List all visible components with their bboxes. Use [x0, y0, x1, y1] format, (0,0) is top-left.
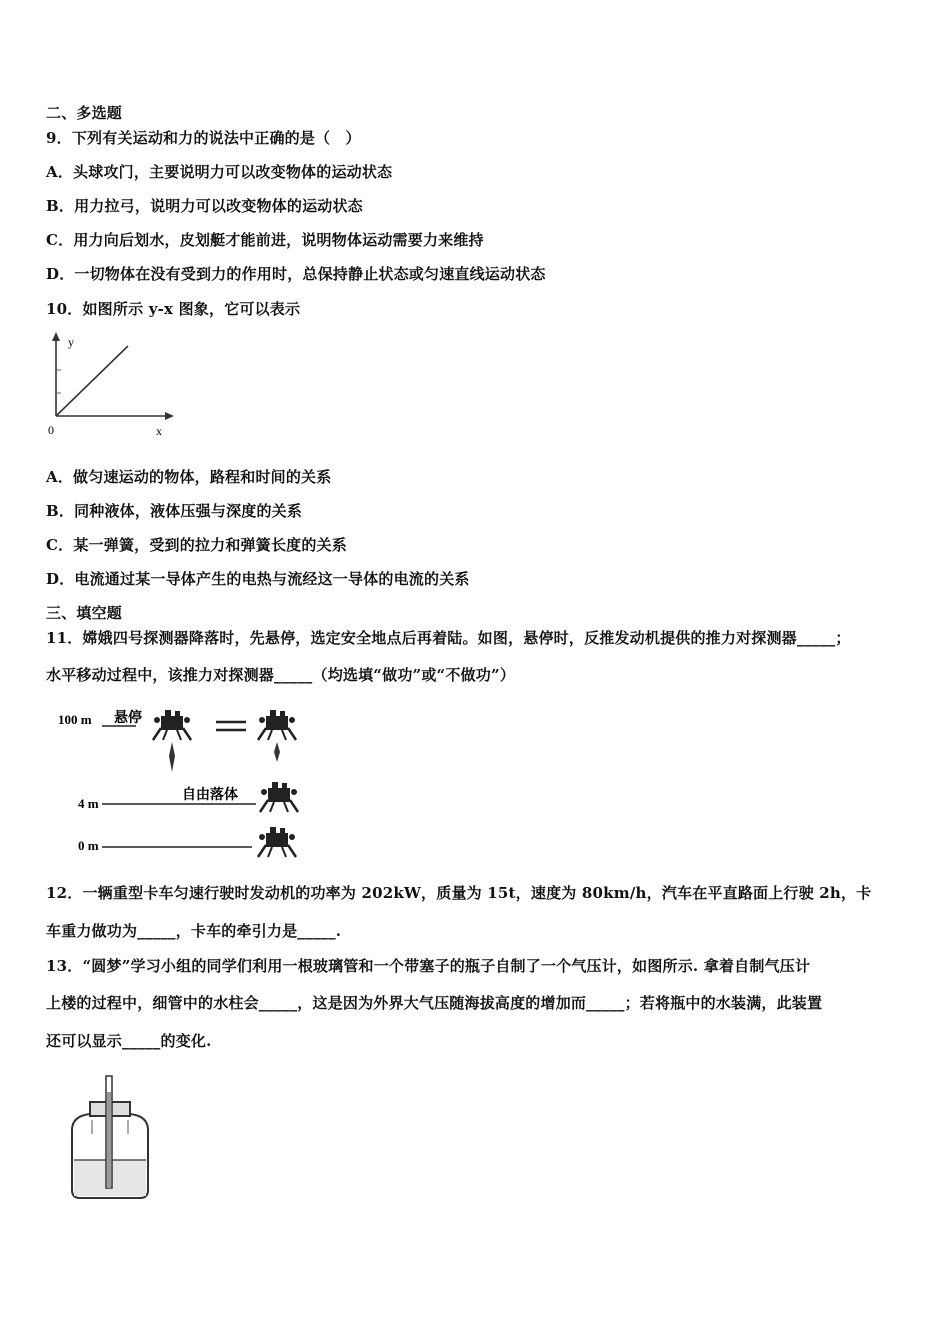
x-axis-label: x — [156, 424, 162, 438]
question-11-line-1: 11．嫦娥四号探测器降落时，先悬停，选定安全地点后再着陆。如图，悬停时，反推发动机提供的推力对探测器_____； — [46, 629, 851, 647]
label-freefall: 自由落体 — [182, 788, 238, 803]
lander-freefall-icon — [260, 782, 298, 812]
question-12-line-2: 车重力做功为_____，卡车的牵引力是_____. — [46, 922, 342, 940]
question-9-stem: 9．下列有关运动和力的说法中正确的是（ ） — [46, 129, 361, 147]
label-0m: 0 m — [78, 838, 99, 853]
question-9-option-a: A．头球攻门，主要说明力可以改变物体的运动状态 — [46, 163, 393, 181]
y-axis-arrow-icon — [52, 332, 60, 341]
proportional-line — [56, 346, 128, 416]
water-column — [107, 1092, 111, 1188]
lander-hover-icon — [153, 710, 191, 740]
question-10-stem: 10．如图所示 y-x 图象，它可以表示 — [46, 300, 301, 318]
label-4m: 4 m — [78, 796, 99, 811]
question-13-line-2: 上楼的过程中，细管中的水柱会_____，这是因为外界大气压随海拔高度的增加而_____；若将瓶中的水装满，此装置 — [46, 994, 823, 1012]
lander-landed-icon — [258, 827, 296, 857]
question-9-option-d: D．一切物体在没有受到力的作用时，总保持静止状态或匀速直线运动状态 — [46, 265, 546, 283]
lander-moving-icon — [258, 710, 296, 740]
question-9-option-b: B．用力拉弓，说明力可以改变物体的运动状态 — [46, 197, 363, 215]
x-axis-arrow-icon — [165, 412, 174, 420]
question-9-option-c: C．用力向后划水，皮划艇才能前进，说明物体运动需要力来维持 — [46, 231, 484, 249]
label-100m: 100 m — [58, 712, 92, 727]
thrust-flame-icon — [169, 742, 175, 772]
question-13-line-3: 还可以显示_____的变化. — [46, 1032, 212, 1050]
question-10-option-a: A．做匀速运动的物体，路程和时间的关系 — [46, 468, 332, 486]
y-axis-label: y — [68, 335, 74, 349]
origin-label: 0 — [48, 423, 54, 437]
question-11-line-2: 水平移动过程中，该推力对探测器_____（均选填“做功”或“不做功”） — [46, 666, 516, 684]
question-10-option-b: B．同种液体，液体压强与深度的关系 — [46, 502, 303, 520]
question-12-line-1: 12．一辆重型卡车匀速行驶时发动机的功率为 202kW，质量为 15t，速度为 80km/h，汽车在平直路面上行驶 2h，卡 — [46, 884, 872, 902]
section-heading-multiple-choice: 二、多选题 — [46, 104, 123, 122]
question-10-option-c: C．某一弹簧，受到的拉力和弹簧长度的关系 — [46, 536, 347, 554]
label-hover: 悬停 — [114, 711, 142, 726]
question-10-option-d: D．电流通过某一导体产生的电热与流经这一导体的电流的关系 — [46, 570, 470, 588]
question-11-landing-figure — [56, 700, 326, 870]
question-13-line-1: 13．“圆梦”学习小组的同学们利用一根玻璃管和一个带塞子的瓶子自制了一个气压计，如图所示. 拿着自制气压计 — [46, 957, 811, 975]
question-13-barometer-figure — [62, 1072, 158, 1204]
section-heading-fill-in: 三、填空题 — [46, 604, 123, 622]
question-10-graph — [44, 330, 184, 440]
